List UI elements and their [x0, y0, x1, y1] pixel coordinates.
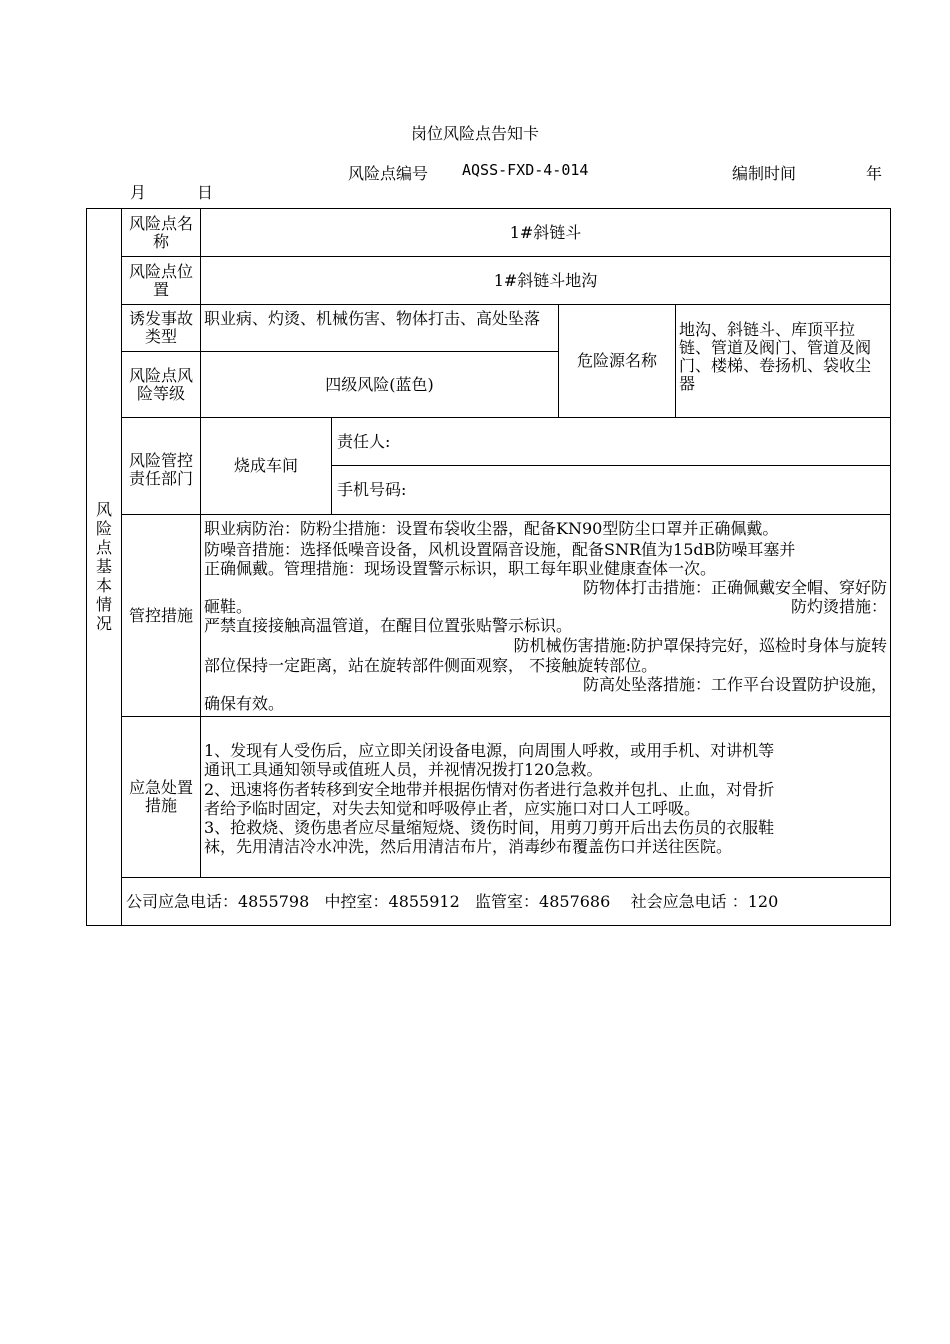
side-label: 风 险 点 基 本 情 况 — [95, 500, 112, 633]
position-label: 风险点位置 — [128, 261, 193, 299]
hazard-label: 危险源名称 — [576, 351, 657, 370]
accident-label: 诱发事故类型 — [128, 309, 193, 346]
emergency-label: 应急处置措施 — [128, 778, 193, 815]
measures-label: 管控措施 — [128, 605, 193, 625]
control-dept-value: 烧成车间 — [233, 456, 298, 475]
level-value: 四级风险(蓝色) — [325, 374, 434, 394]
control-dept-label: 风险管控责任部门 — [128, 451, 193, 488]
month-label: 月 — [130, 183, 147, 202]
year-label: 年 — [866, 164, 883, 183]
risk-no-value: AQSS-FXD-4-014 — [462, 161, 589, 179]
phone-label: 手机号码: — [337, 480, 407, 499]
date-label: 编制时间 — [732, 164, 797, 183]
accident-value: 职业病、灼烫、机械伤害、物体打击、高处坠落 — [204, 309, 541, 328]
level-label: 风险点风险等级 — [128, 365, 193, 403]
page-title: 岗位风险点告知卡 — [410, 124, 539, 143]
name-label: 风险点名称 — [128, 213, 193, 251]
position-value: 1#斜链斗地沟 — [493, 270, 598, 290]
hazard-value: 地沟、斜链斗、库顶平拉链、管道及阀门、管道及阀门、楼梯、卷扬机、袋收尘器 — [679, 320, 872, 393]
emergency-phones: 公司应急电话：4855798 中控室：4855912 监管室：4857686 社会应急电话 ：120 — [126, 891, 779, 911]
responsible-label: 责任人: — [337, 431, 391, 451]
day-label: 日 — [197, 183, 214, 202]
risk-no-label: 风险点编号 — [348, 164, 429, 183]
name-value: 1#斜链斗 — [509, 222, 582, 242]
